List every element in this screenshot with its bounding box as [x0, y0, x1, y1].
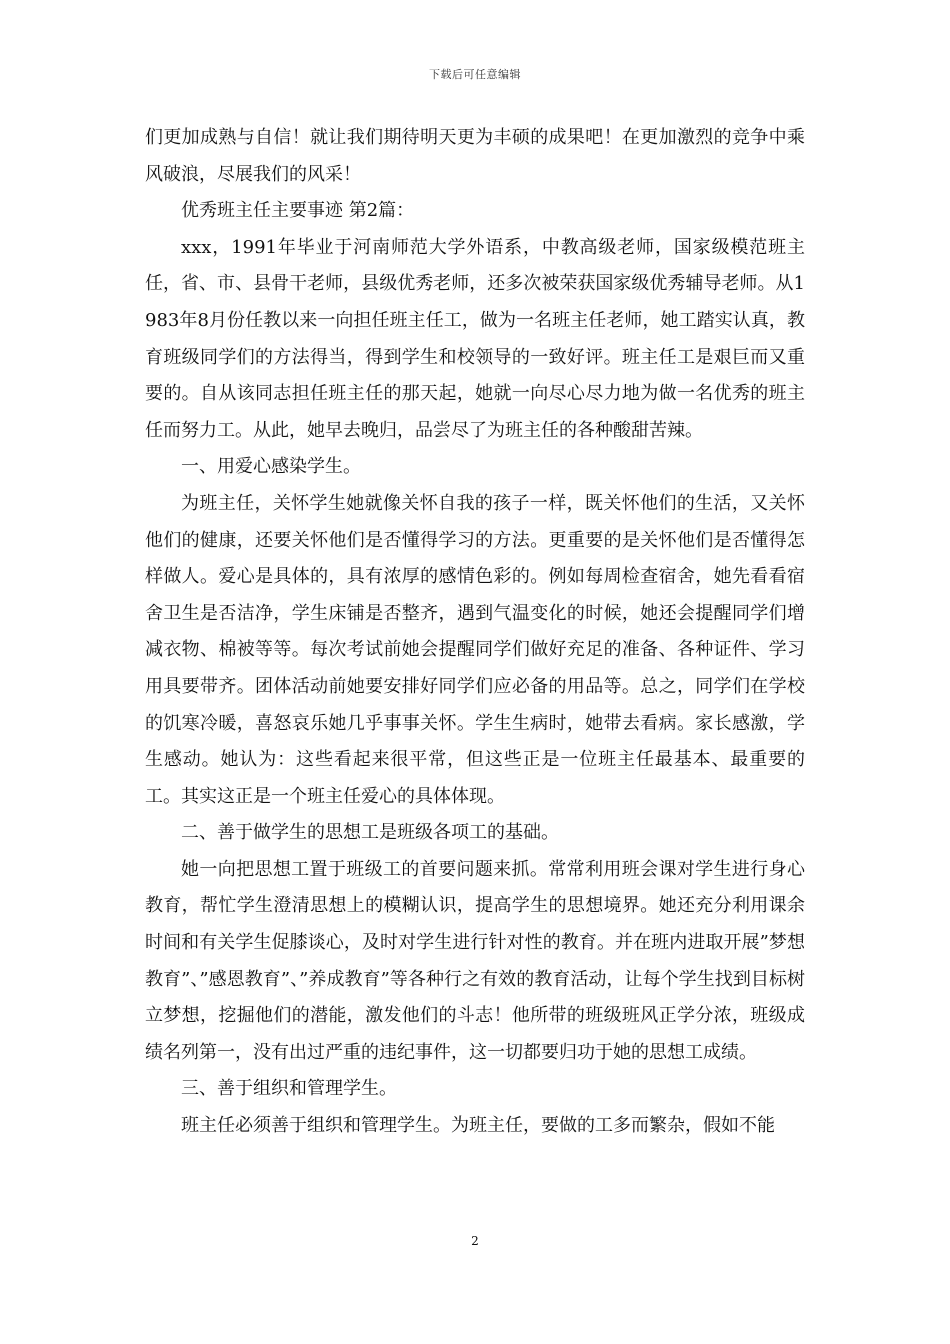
page-header: 下载后可任意编辑 [429, 68, 521, 81]
heading-one: 一、用爱心感染学生。 [181, 456, 361, 478]
heading-two: 二、善于做学生的思想工是班级各项工的基础。 [181, 822, 559, 844]
page-number: 2 [471, 1234, 479, 1248]
document-body [145, 120, 805, 1145]
paragraph-thought-work: 她一向把思想工置于班级工的首要问题来抓。常常利用班会课对学生进行身心教育，帮忙学生澄清思想上的模糊认识，提高学生的思想境界。她还充分利用课余时间和有关学生促膝谈心，及时对学生进行针对性的教育。并在班内进取开展”梦想教育”、”感恩教育”、”养成教育”等各种行之有效的教育活动，让每个学生找到目标树立梦想，挖掘他们的潜能，激发他们的斗志！他所带的班级班风正学分浓，班级成绩名列第一，没有出过严重的违纪事件，这一切都要归功于她的思想工成绩。 [145, 858, 805, 1063]
section-title: 优秀班主任主要事迹 第2篇： [181, 200, 415, 222]
paragraph-love: 为班主任，关怀学生她就像关怀自我的孩子一样，既关怀他们的生活，又关怀他们的健康，还要关怀他们是否懂得学习的方法。更重要的是关怀他们是否懂得怎样做人。爱心是具体的，具有浓厚的感情色彩的。例如每周检查宿舍，她先看看宿舍卫生是否洁净，学生床铺是否整齐，遇到气温变化的时候，她还会提醒同学们增减衣物、棉被等等。每次考试前她会提醒同学们做好充足的准备、各种证件、学习用具要带齐。团体活动前她要安排好同学们应必备的用品等。总之，同学们在学校的饥寒冷暖，喜怒哀乐她几乎事事关怀。学生生病时，她带去看病。家长感激，学生感动。她认为：这些看起来很平常，但这些正是一位班主任最基本、最重要的工。其实这正是一个班主任爱心的具体体现。 [145, 492, 805, 807]
paragraph-management: 班主任必须善于组织和管理学生。为班主任，要做的工多而繁杂，假如不能 [181, 1115, 775, 1137]
paragraph-continuation: 们更加成熟与自信！就让我们期待明天更为丰硕的成果吧！在更加激烈的竞争中乘风破浪，尽展我们的风采！ [145, 127, 805, 185]
heading-three: 三、善于组织和管理学生。 [181, 1078, 397, 1100]
paragraph-intro: xxx，1991年毕业于河南师范大学外语系，中教高级老师，国家级模范班主任，省、市、县骨干老师，县级优秀老师，还多次被荣获国家级优秀辅导老师。从1983年8月份任教以来一向担任班主任工，做为一名班主任老师，她工踏实认真，教育班级同学们的方法得当，得到学生和校领导的一致好评。班主任工是艰巨而又重要的。自从该同志担任班主任的那天起，她就一向尽心尽力地为做一名优秀的班主任而努力工。从此，她早去晚归，品尝尽了为班主任的各种酸甜苦辣。 [145, 236, 805, 441]
